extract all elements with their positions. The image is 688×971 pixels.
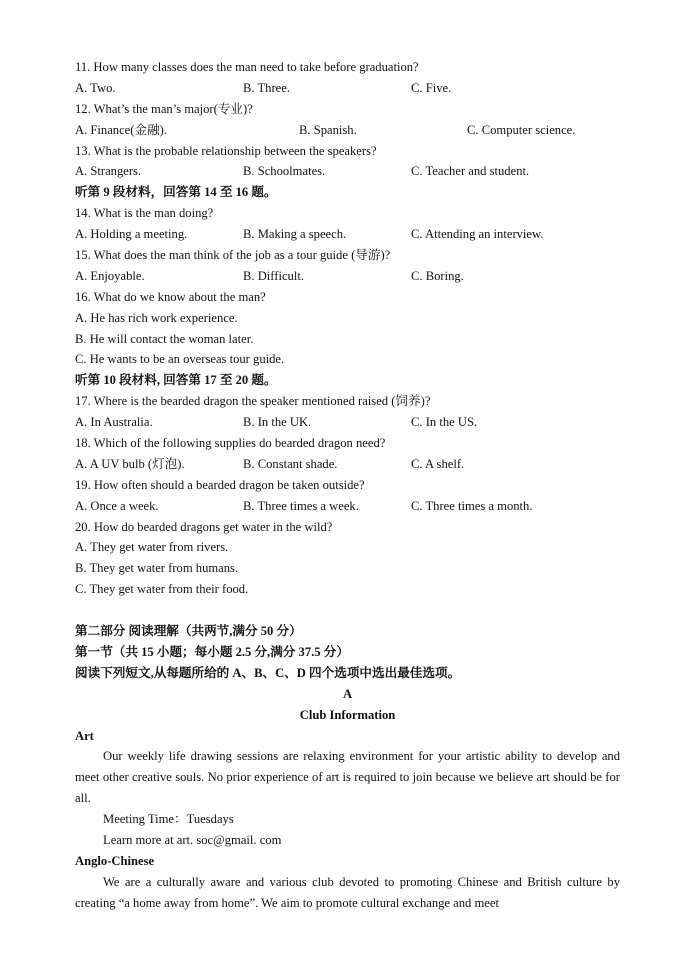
option-c: C. Boring. bbox=[411, 268, 464, 283]
question-14: 14. What is the man doing? bbox=[75, 206, 214, 221]
option-b: B. Schoolmates. bbox=[243, 164, 326, 179]
option-b: B. Difficult. bbox=[243, 268, 304, 283]
option-b: B. Making a speech. bbox=[243, 227, 347, 242]
club-description: Our weekly life drawing sessions are relaxing environment for your artistic ability to develop and meet other creative souls. No prior experience of art is required to join because we believe art should be for all. bbox=[75, 749, 620, 806]
option-a: A. Holding a meeting. bbox=[75, 227, 188, 242]
option-c: C. They get water from their food. bbox=[75, 582, 249, 597]
option-b: B. Three times a week. bbox=[243, 498, 359, 513]
question-15: 15. What does the man think of the job as a tour guide (导游)? bbox=[75, 248, 391, 263]
option-b: B. Spanish. bbox=[299, 122, 357, 137]
spacer bbox=[75, 600, 620, 621]
question-16: 16. What do we know about the man? bbox=[75, 289, 266, 304]
option-c: C. Attending an interview. bbox=[411, 227, 544, 242]
question-19: 19. How often should a bearded dragon be taken outside? bbox=[75, 477, 365, 492]
club-art bbox=[75, 726, 620, 851]
exam-page bbox=[75, 57, 620, 914]
passage-letter: A bbox=[342, 686, 353, 701]
meeting-time: Meeting Time：Tuesdays bbox=[103, 812, 234, 827]
club-anglo-chinese bbox=[75, 851, 620, 914]
question-block-11-13 bbox=[75, 57, 620, 182]
option-b: B. He will contact the woman later. bbox=[75, 331, 254, 346]
question-13: 13. What is the probable relationship between the speakers? bbox=[75, 143, 377, 158]
club-heading: Art bbox=[75, 728, 94, 743]
option-a: A. Strangers. bbox=[75, 164, 142, 179]
option-a: A. A UV bulb (灯泡). bbox=[75, 456, 185, 471]
option-c: C. He wants to be an overseas tour guide. bbox=[75, 352, 285, 367]
option-c: C. Five. bbox=[411, 80, 452, 95]
question-12: 12. What’s the man’s major(专业)? bbox=[75, 101, 253, 116]
question-block-20 bbox=[75, 517, 620, 601]
option-c: C. A shelf. bbox=[411, 456, 465, 471]
option-c: C. Computer science. bbox=[467, 122, 576, 137]
options-19 bbox=[75, 496, 620, 517]
options-15 bbox=[75, 266, 620, 287]
options-13 bbox=[75, 161, 620, 182]
club-heading: Anglo-Chinese bbox=[75, 853, 155, 868]
option-b: B. Three. bbox=[243, 80, 290, 95]
options-18 bbox=[75, 454, 620, 475]
question-block-16 bbox=[75, 287, 620, 371]
question-block-14-15 bbox=[75, 203, 620, 287]
option-a: A. They get water from rivers. bbox=[75, 540, 229, 555]
option-c: C. Teacher and student. bbox=[411, 164, 530, 179]
option-b: B. Constant shade. bbox=[243, 456, 338, 471]
question-block-17-19 bbox=[75, 391, 620, 516]
reading-instruction: 阅读下列短文,从每题所给的 A、B、C、D 四个选项中选出最佳选项。 bbox=[75, 665, 461, 680]
option-b: B. In the UK. bbox=[243, 415, 312, 430]
option-b: B. They get water from humans. bbox=[75, 561, 239, 576]
option-a: A. Once a week. bbox=[75, 498, 159, 513]
option-c: C. Three times a month. bbox=[411, 498, 533, 513]
passage-title: Club Information bbox=[299, 707, 396, 722]
option-a: A. Two. bbox=[75, 80, 116, 95]
section-9-heading: 听第 9 段材料，回答第 14 至 16 题。 bbox=[75, 185, 277, 200]
section-1-title: 第一节（共 15 小题；每小题 2.5 分,满分 37.5 分） bbox=[75, 644, 349, 659]
question-20: 20. How do bearded dragons get water in the wild? bbox=[75, 519, 333, 534]
options-14 bbox=[75, 224, 620, 245]
question-17: 17. Where is the bearded dragon the speaker mentioned raised (饲养)? bbox=[75, 394, 431, 409]
option-a: A. Enjoyable. bbox=[75, 268, 145, 283]
club-description: We are a culturally aware and various club devoted to promoting Chinese and British culture by creating “a home away from home”. We aim to promote cultural exchange and meet bbox=[75, 874, 620, 910]
option-c: C. In the US. bbox=[411, 415, 478, 430]
options-12 bbox=[75, 120, 620, 141]
section-10-heading: 听第 10 段材料, 回答第 17 至 20 题。 bbox=[75, 373, 277, 388]
question-11: 11. How many classes does the man need to take before graduation? bbox=[75, 60, 419, 74]
contact-email: Learn more at art. soc@gmail. com bbox=[103, 833, 282, 847]
option-a: A. Finance(金融). bbox=[75, 122, 167, 137]
part-2-title: 第二部分 阅读理解（共两节,满分 50 分） bbox=[75, 624, 302, 639]
options-17 bbox=[75, 412, 620, 433]
question-18: 18. Which of the following supplies do bearded dragon need? bbox=[75, 436, 386, 451]
options-11 bbox=[75, 78, 620, 99]
option-a: A. He has rich work experience. bbox=[75, 310, 238, 325]
option-a: A. In Australia. bbox=[75, 415, 153, 430]
